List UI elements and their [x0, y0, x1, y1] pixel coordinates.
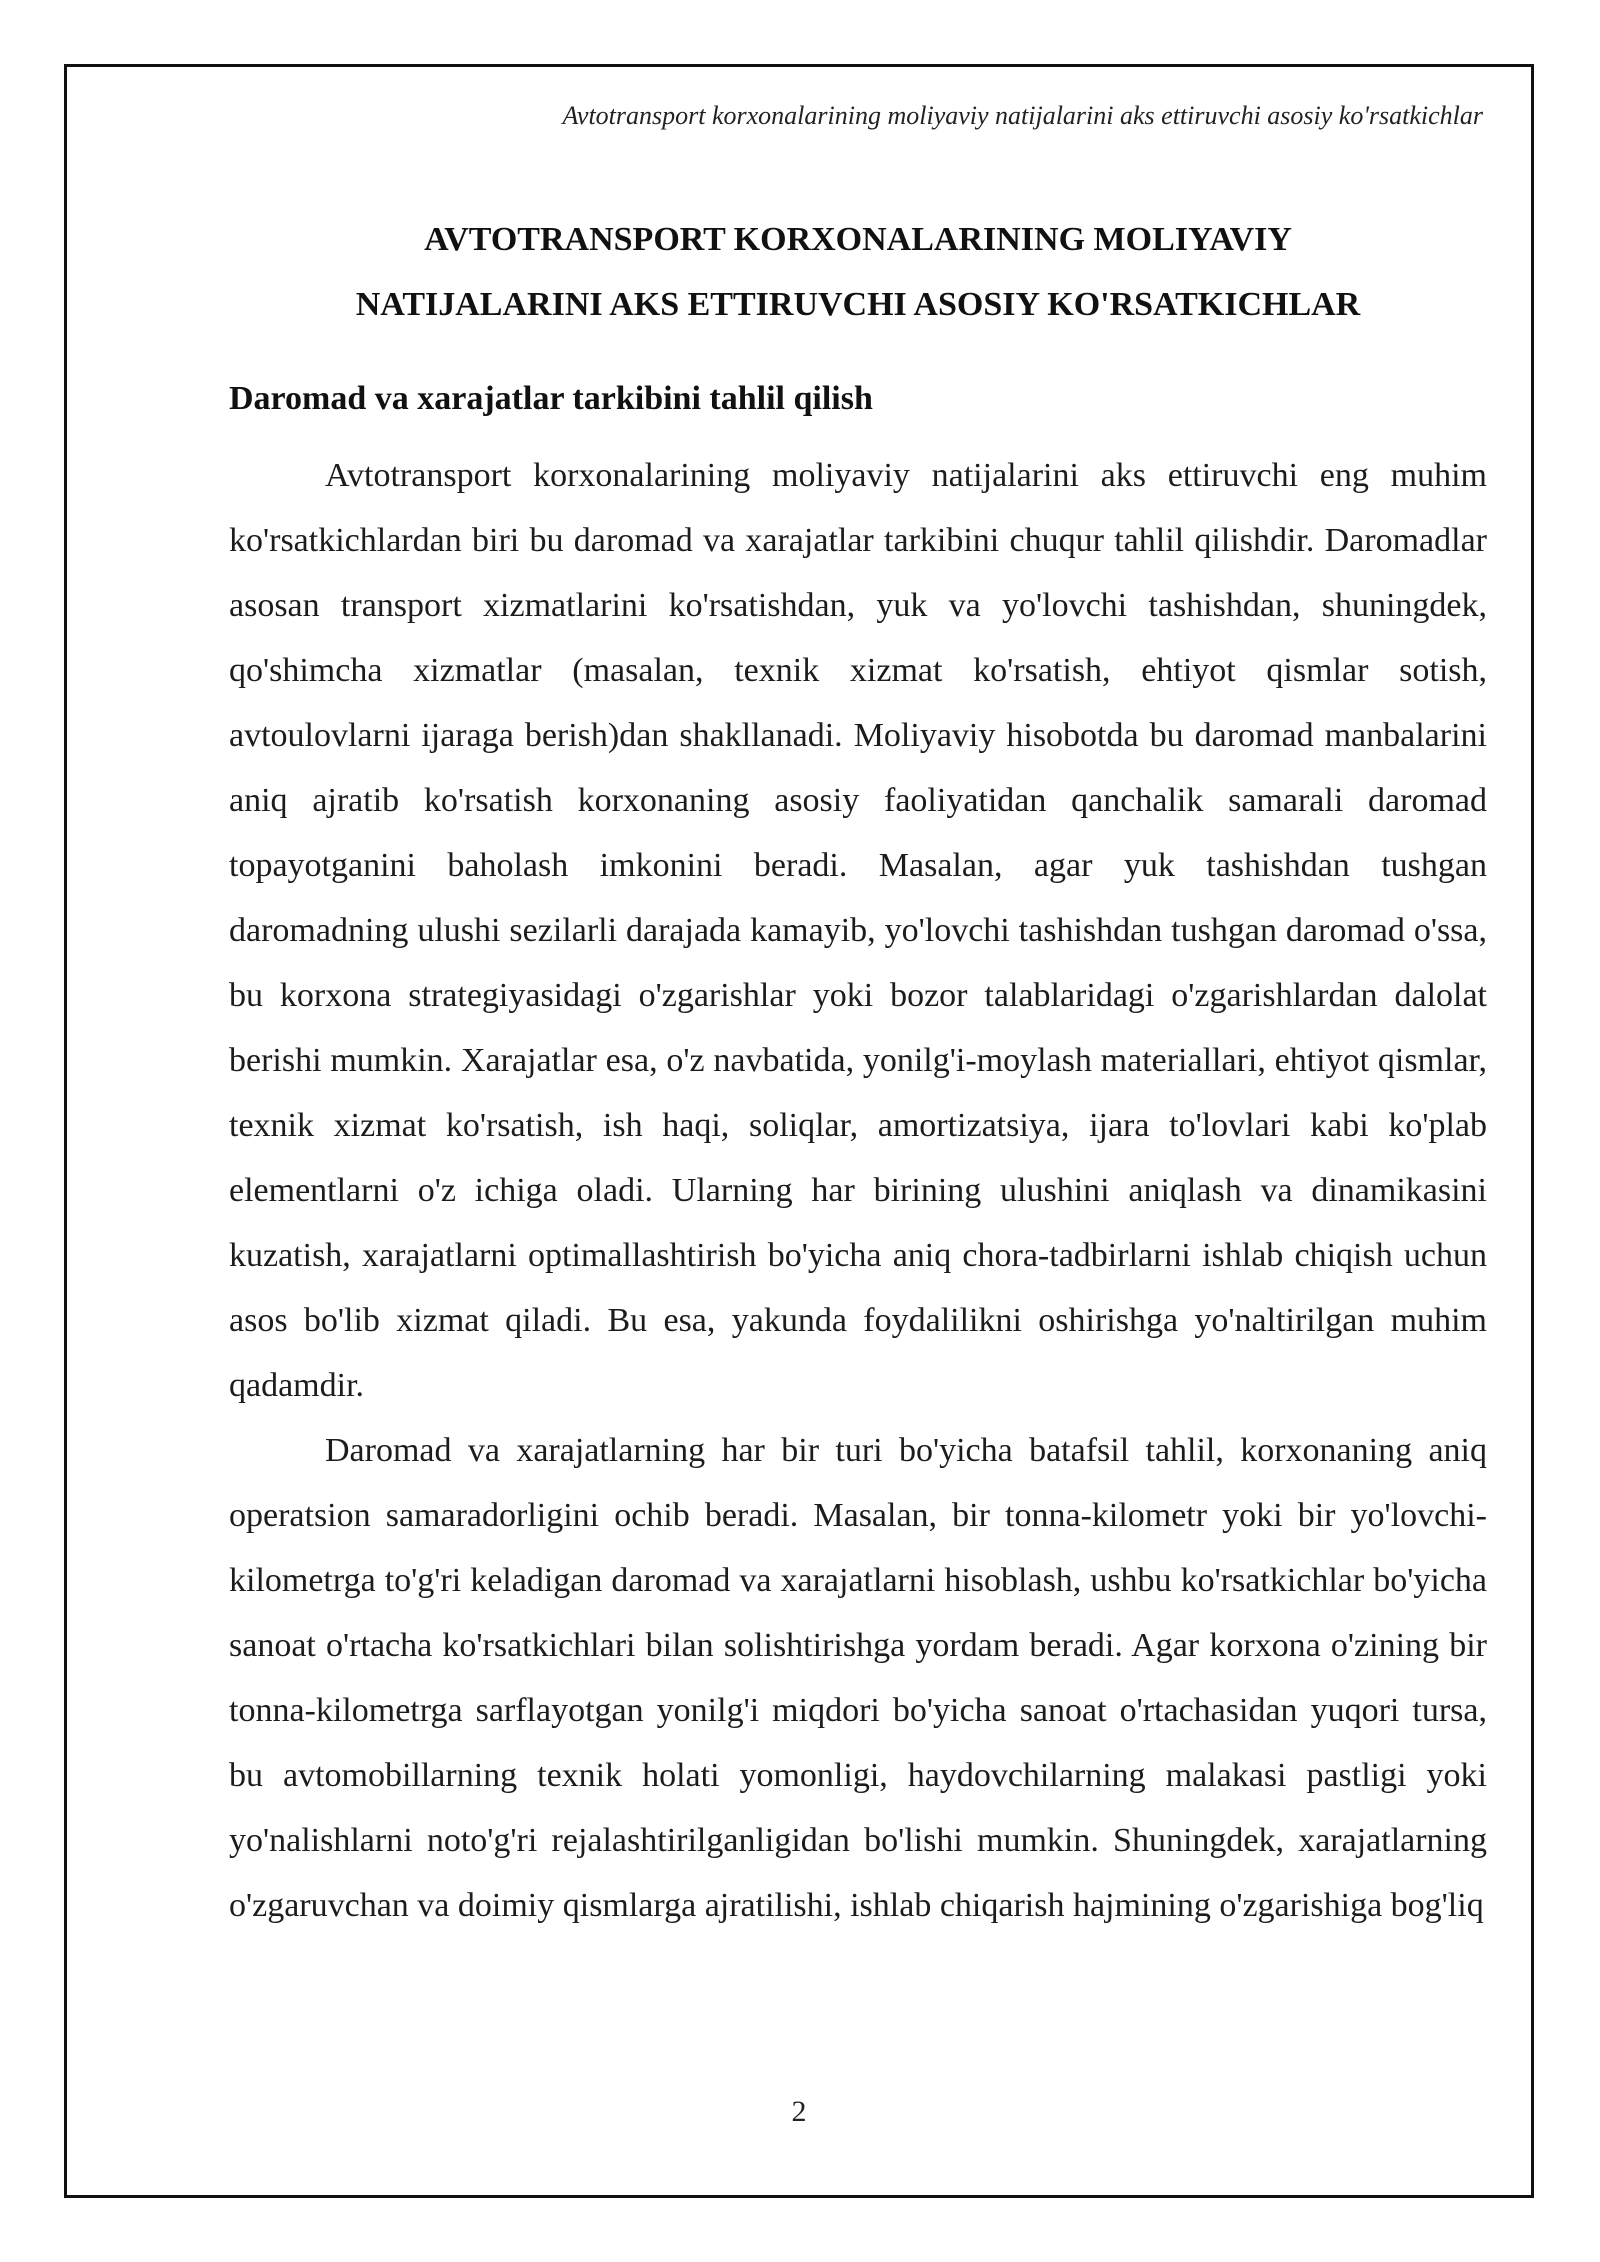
running-header: Avtotransport korxonalarining moliyaviy natijalarini aks ettiruvchi asosiy ko'rsatkichlar [562, 101, 1483, 130]
body-paragraph-1: Avtotransport korxonalarining moliyaviy natijalarini aks ettiruvchi eng muhim ko'rsatkichlardan biri bu daromad va xarajatlar tarkibini chuqur tahlil qilishdir. Daromadlar asosan transport xizmatlarini ko'rsatishdan, yuk va yo'lovchi tashishdan, shuningdek, qo'shimcha xizmatlar (masalan, texnik xizmat ko'rsatish, ehtiyot qismlar sotish, avtoulovlarni ijaraga berish)dan shakllanadi. Moliyaviy hisobotda bu daromad manbalarini aniq ajratib ko'rsatish korxonaning asosiy faoliyatidan qanchalik samarali daromad topayotganini baholash imkonini beradi. Masalan, agar yuk tashishdan tushgan daromadning ulushi sezilarli darajada kamayib, yo'lovchi tashishdan tushgan daromad o'ssa, bu korxona strategiyasidagi o'zgarishlar yoki bozor talablaridagi o'zgarishlardan dalolat berishi mumkin. Xarajatlar esa, o'z navbatida, yonilg'i-moylash materiallari, ehtiyot qismlar, texnik xizmat ko'rsatish, ish haqi, soliqlar, amortizatsiya, ijara to'lovlari kabi ko'plab elementlarni o'z ichiga oladi. Ularning har birining ulushini aniqlash va dinamikasini kuzatish, xarajatlarni optimallashtirish bo'yicha aniq chora-tadbirlarni ishlab chiqish uchun asos bo'lib xizmat qiladi. Bu esa, yakunda foydalilikni oshirishga yo'naltirilgan muhim qadamdir. [229, 457, 1487, 1404]
body-paragraph-2: Daromad va xarajatlarning har bir turi bo'yicha batafsil tahlil, korxonaning aniq operatsion samaradorligini ochib beradi. Masalan, bir tonna-kilometr yoki bir yo'lovchi-kilometrga to'g'ri keladigan daromad va xarajatlarni hisoblash, ushbu ko'rsatkichlar bo'yicha sanoat o'rtacha ko'rsatkichlari bilan solishtirishga yordam beradi. Agar korxona o'zining bir tonna-kilometrga sarflayotgan yonilg'i miqdori bo'yicha sanoat o'rtachasidan yuqori tursa, bu avtomobillarning texnik holati yomonligi, haydovchilarning malakasi pastligi yoki yo'nalishlarni noto'g'ri rejalashtirilganligidan bo'lishi mumkin. Shuningdek, xarajatlarning o'zgaruvchan va doimiy qismlarga ajratilishi, ishlab chiqarish hajmining o'zgarishiga bog'liq [229, 1432, 1487, 1924]
document-title-line-1: AVTOTRANSPORT KORXONALARINING MOLIYAVIY [424, 221, 1292, 258]
page-border [64, 64, 1534, 2198]
document-title-line-2: NATIJALARINI AKS ETTIRUVCHI ASOSIY KO'RSATKICHLAR [355, 286, 1361, 323]
page-number: 2 [791, 2095, 807, 2128]
document-title [229, 207, 1487, 337]
page-content [229, 207, 1487, 1938]
section-heading: Daromad va xarajatlar tarkibini tahlil qilish [229, 380, 873, 417]
